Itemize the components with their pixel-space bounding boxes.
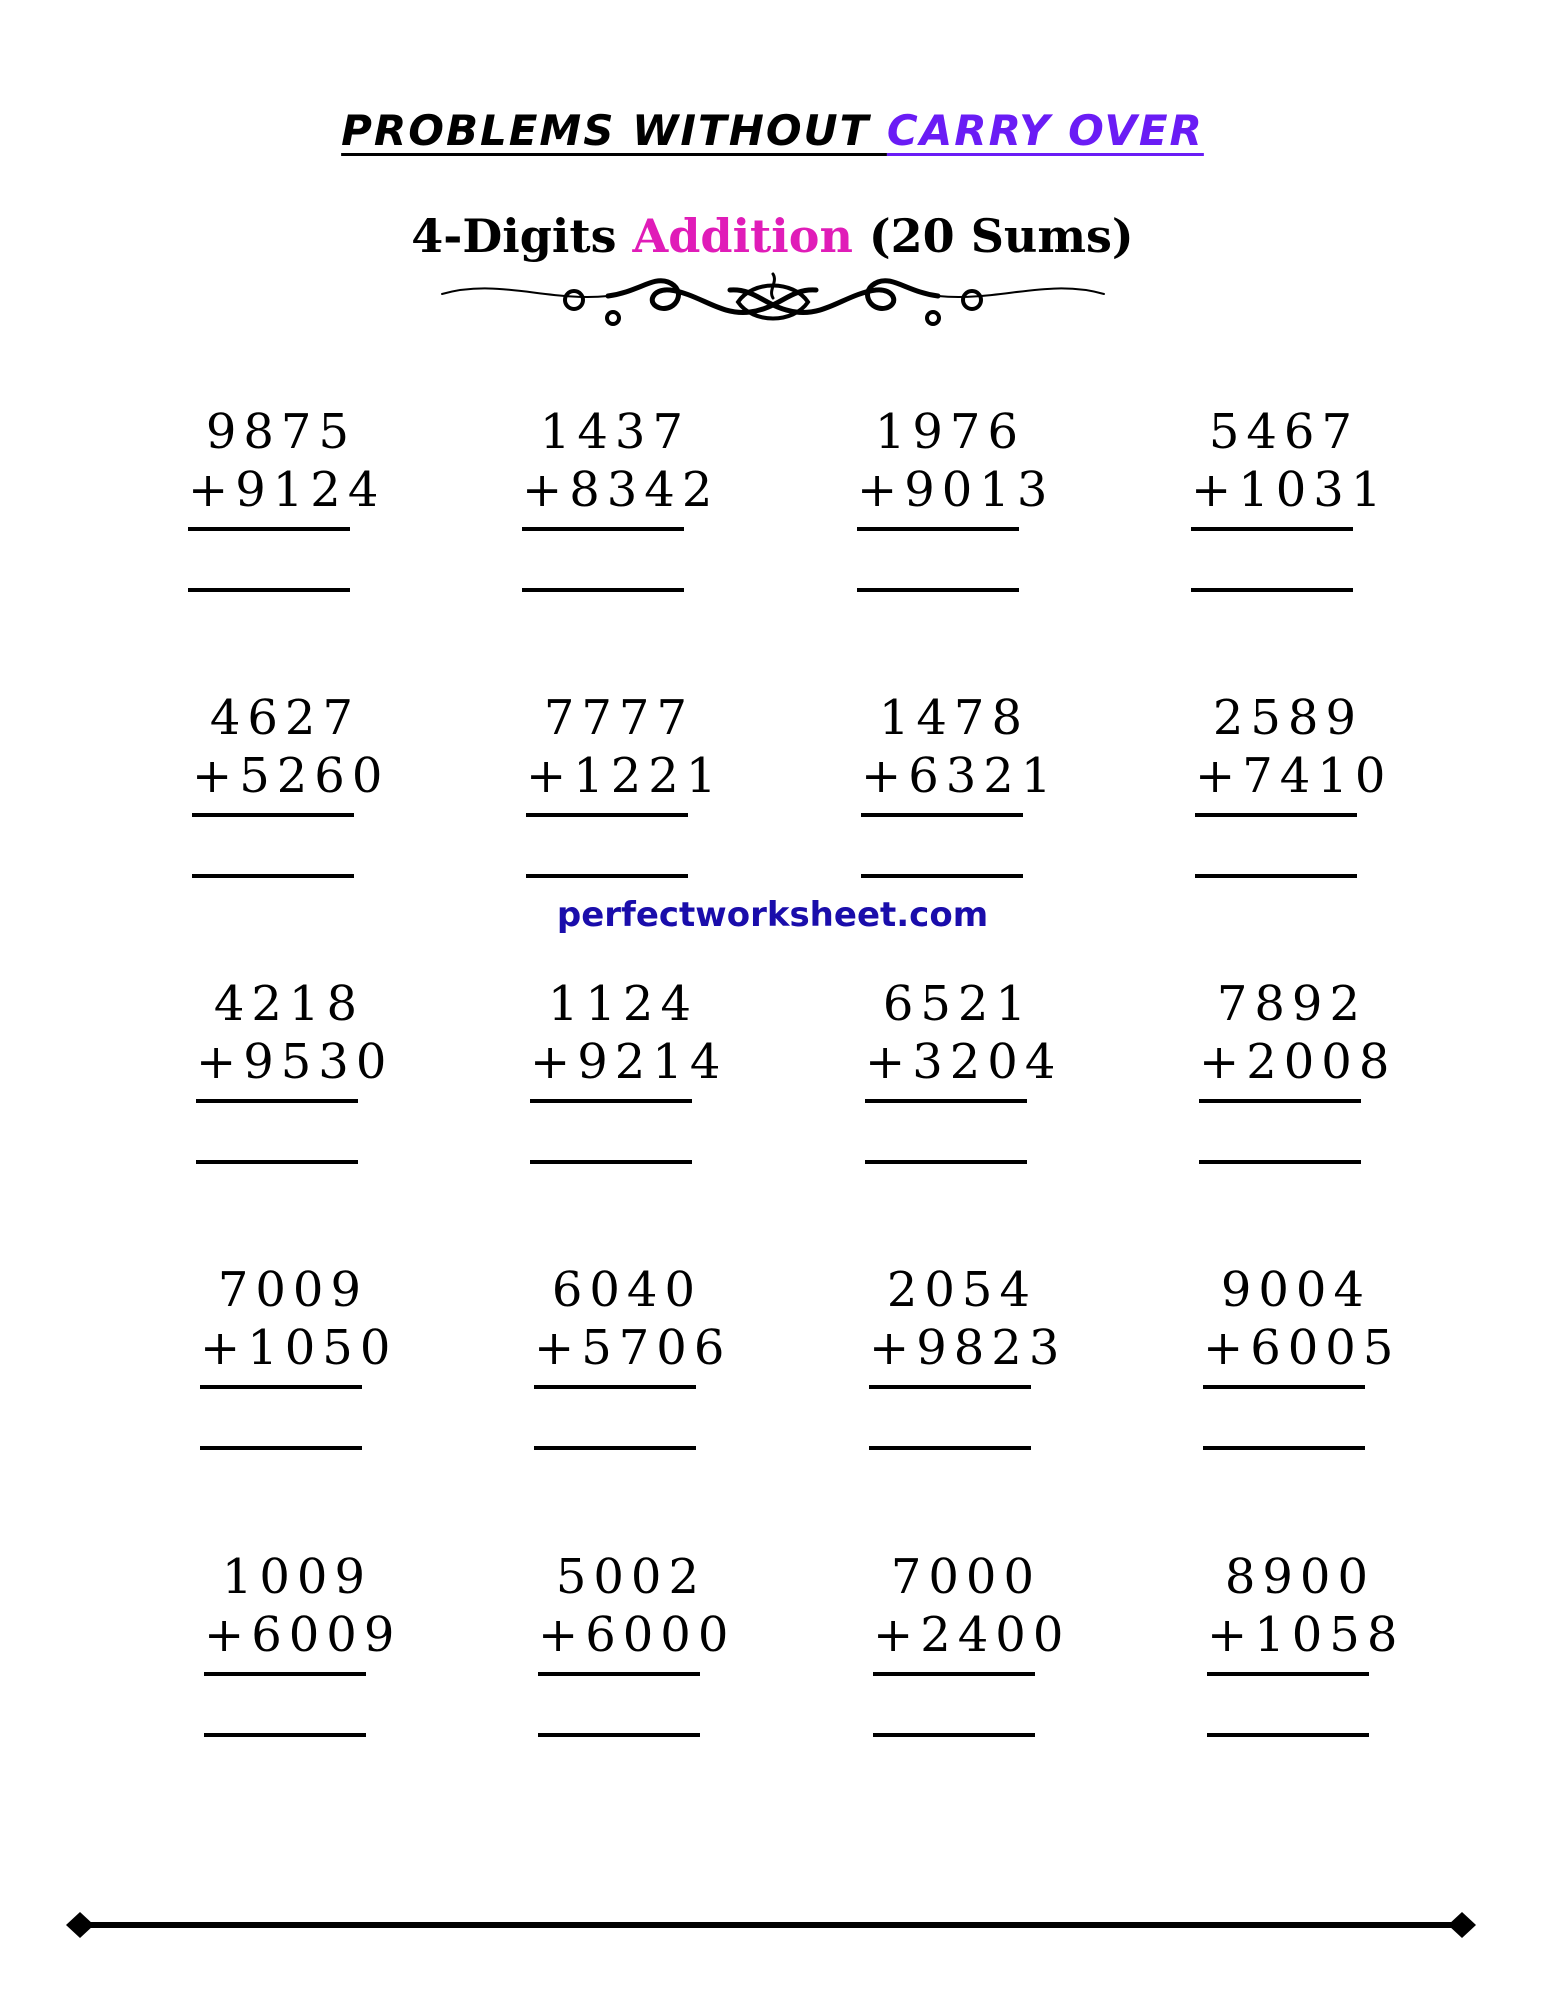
addition-problem <box>865 974 1063 1204</box>
addition-problem <box>188 402 386 632</box>
worksheet-subtitle <box>0 206 1545 266</box>
addend-bottom: +6321 <box>861 748 1059 804</box>
sum-rule <box>522 527 684 531</box>
answer-blank[interactable] <box>873 1733 1035 1737</box>
addition-problem <box>534 1260 732 1490</box>
title-part-2: CARRY OVER <box>886 106 1204 155</box>
addition-problem <box>196 974 394 1204</box>
answer-blank[interactable] <box>526 874 688 878</box>
sum-rule <box>869 1385 1031 1389</box>
title-part-1: PROBLEMS WITHOUT <box>341 106 887 155</box>
footer-rule <box>66 1910 1476 1940</box>
addend-top: 2054 <box>886 1262 1037 1318</box>
addition-problem <box>861 688 1059 918</box>
addition-problem <box>200 1260 398 1490</box>
addend-top: 7009 <box>217 1262 368 1318</box>
addend-bottom: +8342 <box>522 462 720 518</box>
sum-rule <box>538 1672 700 1676</box>
sum-rule <box>1195 813 1357 817</box>
flourish-ornament-icon <box>438 268 1108 340</box>
sum-rule <box>1199 1099 1361 1103</box>
sum-rule <box>526 813 688 817</box>
sum-rule <box>857 527 1019 531</box>
addend-top: 9875 <box>205 404 356 460</box>
website-url: perfectworksheet.com <box>556 895 989 935</box>
addend-top: 2589 <box>1212 690 1363 746</box>
addend-bottom: +5706 <box>534 1320 732 1376</box>
answer-blank[interactable] <box>869 1446 1031 1450</box>
subtitle-part-3: (20 Sums) <box>852 209 1134 263</box>
addend-top: 6040 <box>551 1262 702 1318</box>
answer-blank[interactable] <box>1203 1446 1365 1450</box>
answer-blank[interactable] <box>534 1446 696 1450</box>
addition-problem <box>1199 974 1397 1204</box>
addend-bottom: +6009 <box>204 1607 402 1663</box>
addend-top: 7000 <box>890 1549 1041 1605</box>
sum-rule <box>534 1385 696 1389</box>
addition-problem <box>204 1547 402 1777</box>
subtitle-part-2: Addition <box>632 209 853 263</box>
addend-top: 5467 <box>1208 404 1359 460</box>
answer-blank[interactable] <box>188 588 350 592</box>
answer-blank[interactable] <box>192 874 354 878</box>
sum-rule <box>1203 1385 1365 1389</box>
addend-bottom: +1050 <box>200 1320 398 1376</box>
addend-top: 1478 <box>878 690 1029 746</box>
addend-bottom: +5260 <box>192 748 390 804</box>
addition-problem <box>1191 402 1389 632</box>
addend-bottom: +1031 <box>1191 462 1389 518</box>
answer-blank[interactable] <box>538 1733 700 1737</box>
addend-top: 4218 <box>213 976 364 1032</box>
sum-rule <box>1207 1672 1369 1676</box>
sum-rule <box>204 1672 366 1676</box>
addend-bottom: +6005 <box>1203 1320 1401 1376</box>
sum-rule <box>865 1099 1027 1103</box>
addition-problem <box>538 1547 736 1777</box>
addition-problem <box>857 402 1055 632</box>
worksheet-title <box>0 104 1545 158</box>
addend-bottom: +9214 <box>530 1034 728 1090</box>
addend-bottom: +9013 <box>857 462 1055 518</box>
subtitle-part-1: 4-Digits <box>411 209 633 263</box>
addend-top: 7777 <box>543 690 694 746</box>
diamond-right-icon <box>1448 1912 1476 1938</box>
sum-rule <box>530 1099 692 1103</box>
answer-blank[interactable] <box>1207 1733 1369 1737</box>
addend-bottom: +9124 <box>188 462 386 518</box>
addition-problem <box>192 688 390 918</box>
addition-problem <box>526 688 724 918</box>
addition-problem <box>530 974 728 1204</box>
sum-rule <box>1191 527 1353 531</box>
addend-bottom: +2008 <box>1199 1034 1397 1090</box>
addend-top: 1009 <box>221 1549 372 1605</box>
addend-bottom: +2400 <box>873 1607 1071 1663</box>
answer-blank[interactable] <box>857 588 1019 592</box>
addition-problem <box>869 1260 1067 1490</box>
addend-top: 6521 <box>882 976 1033 1032</box>
sum-rule <box>873 1672 1035 1676</box>
answer-blank[interactable] <box>530 1160 692 1164</box>
sum-rule <box>188 527 350 531</box>
addend-top: 9004 <box>1220 1262 1371 1318</box>
answer-blank[interactable] <box>204 1733 366 1737</box>
answer-blank[interactable] <box>1199 1160 1361 1164</box>
addition-problem <box>1203 1260 1401 1490</box>
addend-top: 8900 <box>1224 1549 1375 1605</box>
addend-bottom: +3204 <box>865 1034 1063 1090</box>
addend-bottom: +9530 <box>196 1034 394 1090</box>
addend-top: 1124 <box>547 976 698 1032</box>
sum-rule <box>196 1099 358 1103</box>
addition-problem <box>1195 688 1393 918</box>
addend-bottom: +1058 <box>1207 1607 1405 1663</box>
diamond-left-icon <box>66 1912 94 1938</box>
addition-problem <box>1207 1547 1405 1777</box>
answer-blank[interactable] <box>1191 588 1353 592</box>
answer-blank[interactable] <box>196 1160 358 1164</box>
sum-rule <box>200 1385 362 1389</box>
addend-top: 4627 <box>209 690 360 746</box>
addend-top: 1976 <box>874 404 1025 460</box>
sum-rule <box>192 813 354 817</box>
answer-blank[interactable] <box>1195 874 1357 878</box>
addend-bottom: +1221 <box>526 748 724 804</box>
addend-bottom: +6000 <box>538 1607 736 1663</box>
addend-top: 1437 <box>539 404 690 460</box>
answer-blank[interactable] <box>865 1160 1027 1164</box>
sum-rule <box>861 813 1023 817</box>
addition-problem <box>873 1547 1071 1777</box>
answer-blank[interactable] <box>861 874 1023 878</box>
answer-blank[interactable] <box>522 588 684 592</box>
addend-top: 5002 <box>555 1549 706 1605</box>
addend-bottom: +9823 <box>869 1320 1067 1376</box>
addend-top: 7892 <box>1216 976 1367 1032</box>
addition-problem <box>522 402 720 632</box>
answer-blank[interactable] <box>200 1446 362 1450</box>
addend-bottom: +7410 <box>1195 748 1393 804</box>
